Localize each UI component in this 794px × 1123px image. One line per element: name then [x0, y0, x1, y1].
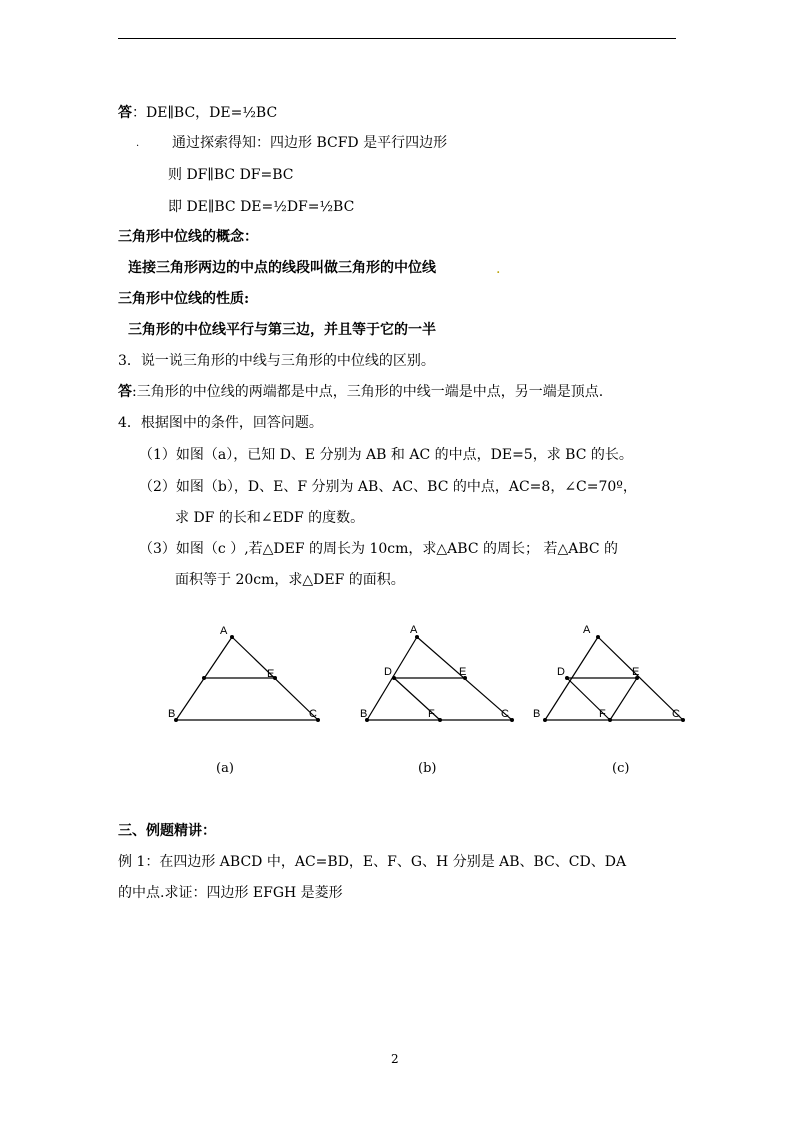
answer-3-text: :三角形的中位线的两端都是中点，三角形的中线一端是中点，另一端是顶点.: [132, 384, 604, 400]
point-b: [543, 718, 547, 722]
answer-3: [118, 383, 603, 401]
concept-body: 连接三角形两边的中点的线段叫做三角形的中位线: [128, 260, 436, 276]
point-d: [565, 676, 569, 680]
explore-line: 通过探索得知：四边形 BCFD 是平行四边形: [172, 135, 448, 151]
answer-label: 答: [118, 105, 132, 121]
label-c: C: [501, 708, 509, 720]
point-c: [510, 718, 514, 722]
label-a: A: [410, 624, 418, 636]
label-e: E: [632, 666, 640, 678]
label-b: B: [168, 708, 176, 720]
figure-b: [350, 615, 530, 735]
question-4-3a: （3）如图（c ）,若△DEF 的周长为 10cm，求△ABC 的周长； 若△ABC 的: [139, 541, 619, 557]
caption-a: (a): [216, 761, 234, 776]
then-line: 则 DF∥BC DF=BC: [168, 167, 294, 183]
point-a: [230, 635, 234, 639]
question-3: 3．说一说三角形的中线与三角形的中位线的区别。: [118, 353, 435, 369]
label-c: C: [309, 708, 317, 720]
label-a: A: [220, 625, 228, 637]
concept-title: 三角形中位线的概念：: [118, 229, 258, 245]
point-a: [596, 635, 600, 639]
caption-c: (c): [612, 761, 630, 776]
hence-line: 即 DE∥BC DE=½DF=½BC: [168, 199, 355, 215]
question-4-1: （1）如图（a），已知 D、E 分别为 AB 和 AC 的中点，DE=5，求 BC 的长。: [139, 447, 633, 463]
label-f: F: [599, 708, 606, 720]
explore-dot: .: [136, 138, 140, 149]
point-c: [681, 718, 685, 722]
answer-3-label: 答: [118, 384, 132, 400]
label-f: F: [428, 708, 435, 720]
question-4: 4．根据图中的条件，回答问题。: [118, 415, 323, 431]
point-f: [438, 718, 442, 722]
example-1-line-2: 的中点.求证：四边形 EFGH 是菱形: [118, 885, 343, 901]
point-d: [202, 676, 206, 680]
midline-ef: [610, 678, 637, 720]
label-e: E: [459, 666, 467, 678]
figure-c: [525, 615, 695, 735]
label-d: D: [384, 666, 392, 678]
label-d: D: [557, 666, 565, 678]
label-c: C: [672, 708, 680, 720]
concept-dot: .: [496, 261, 501, 277]
label-a: A: [583, 624, 591, 636]
question-4-2a: （2）如图（b），D、E、F 分别为 AB、AC、BC 的中点，AC=8，∠C=70º，: [139, 479, 637, 495]
label-e: E: [267, 668, 275, 680]
question-4-3b: 面积等于 20cm，求△DEF 的面积。: [175, 572, 405, 588]
property-title: 三角形中位线的性质:: [118, 291, 250, 307]
answer-line-1: [118, 104, 277, 122]
example-1-line-1: 例 1：在四边形 ABCD 中，AC=BD，E、F、G、H 分别是 AB、BC、CD、DA: [118, 854, 627, 870]
figure-a: [160, 615, 340, 735]
section-3-title: 三、例题精讲：: [118, 823, 216, 839]
point-f: [608, 718, 612, 722]
answer-text: ：DE∥BC，DE=½BC: [132, 105, 278, 121]
page-number: 2: [391, 1052, 399, 1066]
caption-b: (b): [418, 761, 437, 776]
point-d: [392, 676, 396, 680]
label-b: B: [533, 708, 541, 720]
question-4-2b: 求 DF 的长和∠EDF 的度数。: [175, 510, 365, 526]
property-body: 三角形的中位线平行与第三边，并且等于它的一半: [128, 322, 436, 338]
header-rule: [118, 38, 676, 39]
label-b: B: [360, 708, 368, 720]
